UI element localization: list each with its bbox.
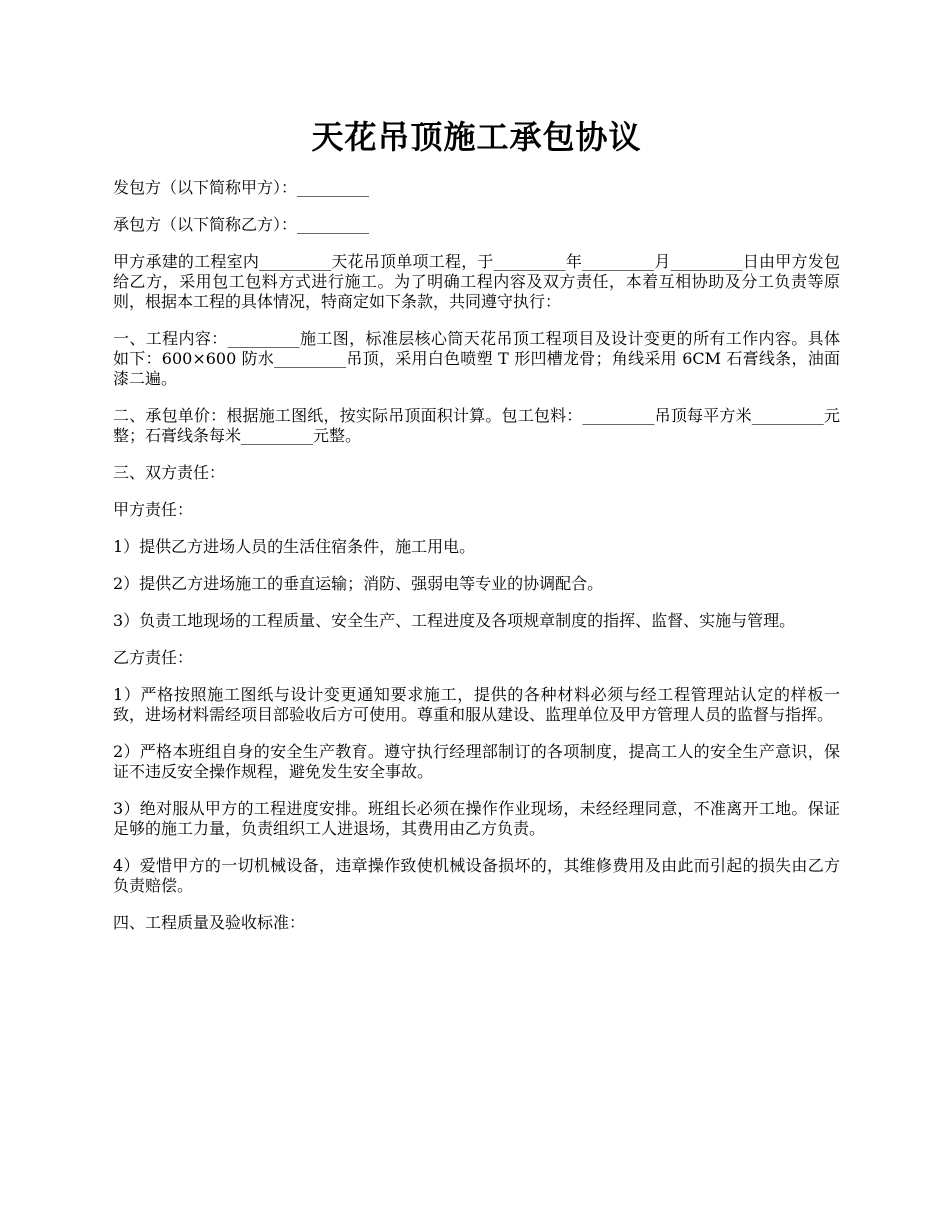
party-a-item-2: 2）提供乙方进场施工的垂直运输；消防、强弱电等专业的协调配合。 [113,574,604,593]
party-a-item-3: 3）负责工地现场的工程质量、安全生产、工程进度及各项规章制度的指挥、监督、实施与管理。 [113,611,796,630]
party-b-line: 承包方（以下简称乙方）：_________ [113,215,370,234]
clause-responsibilities-heading: 三、双方责任： [113,463,226,482]
party-a-item-1: 1）提供乙方进场人员的生活住宿条件，施工用电。 [113,537,476,556]
document-body [113,178,840,950]
party-b-item-4: 4）爱惜甲方的一切机械设备，违章操作致使机械设备损坏的，其维修费用及由此而引起的损失由乙方负责赔偿。 [113,856,840,895]
party-b-item-3: 3）绝对服从甲方的工程进度安排。班组长必须在操作作业现场，未经经理同意，不准离开工地。保证足够的施工力量，负责组织工人进退场，其费用由乙方负责。 [113,799,840,838]
clause-work-content: 一、工程内容：_________施工图，标准层核心筒天花吊顶工程项目及设计变更的所有工作内容。具体如下：600×600 防水_________吊顶，采用白色喷塑 T 形凹槽龙骨；角线采用 6CM 石膏线条，油面漆二遍。 [113,329,840,388]
party-b-item-2: 2）严格本班组自身的安全生产教育。遵守执行经理部制订的各项制度，提高工人的安全生产意识，保证不违反安全操作规程，避免发生安全事故。 [113,742,840,781]
clause-unit-price: 二、承包单价：根据施工图纸，按实际吊顶面积计算。包工包料：_________吊顶每平方米_________元整；石膏线条每米_________元整。 [113,406,840,445]
party-b-responsibilities-heading: 乙方责任： [113,648,194,667]
party-b-item-1: 1）严格按照施工图纸与设计变更通知要求施工，提供的各种材料必须与经工程管理站认定的样板一致，进场材料需经项目部验收后方可使用。尊重和服从建设、监理单位及甲方管理人员的监督与指挥。 [113,685,840,724]
clause-quality-heading: 四、工程质量及验收标准： [113,913,306,932]
document-title: 天花吊顶施工承包协议 [311,118,642,156]
party-a-responsibilities-heading: 甲方责任： [113,500,194,519]
intro-paragraph: 甲方承建的工程室内_________天花吊顶单项工程，于_________年_________月_________日由甲方发包给乙方，采用包工包料方式进行施工。为了明确工程内容及双方责任，本着互相协助及分工负责等原则，根据本工程的具体情况，特商定如下条款，共同遵守执行： [113,252,840,311]
party-a-line: 发包方（以下简称甲方）：_________ [113,178,370,197]
